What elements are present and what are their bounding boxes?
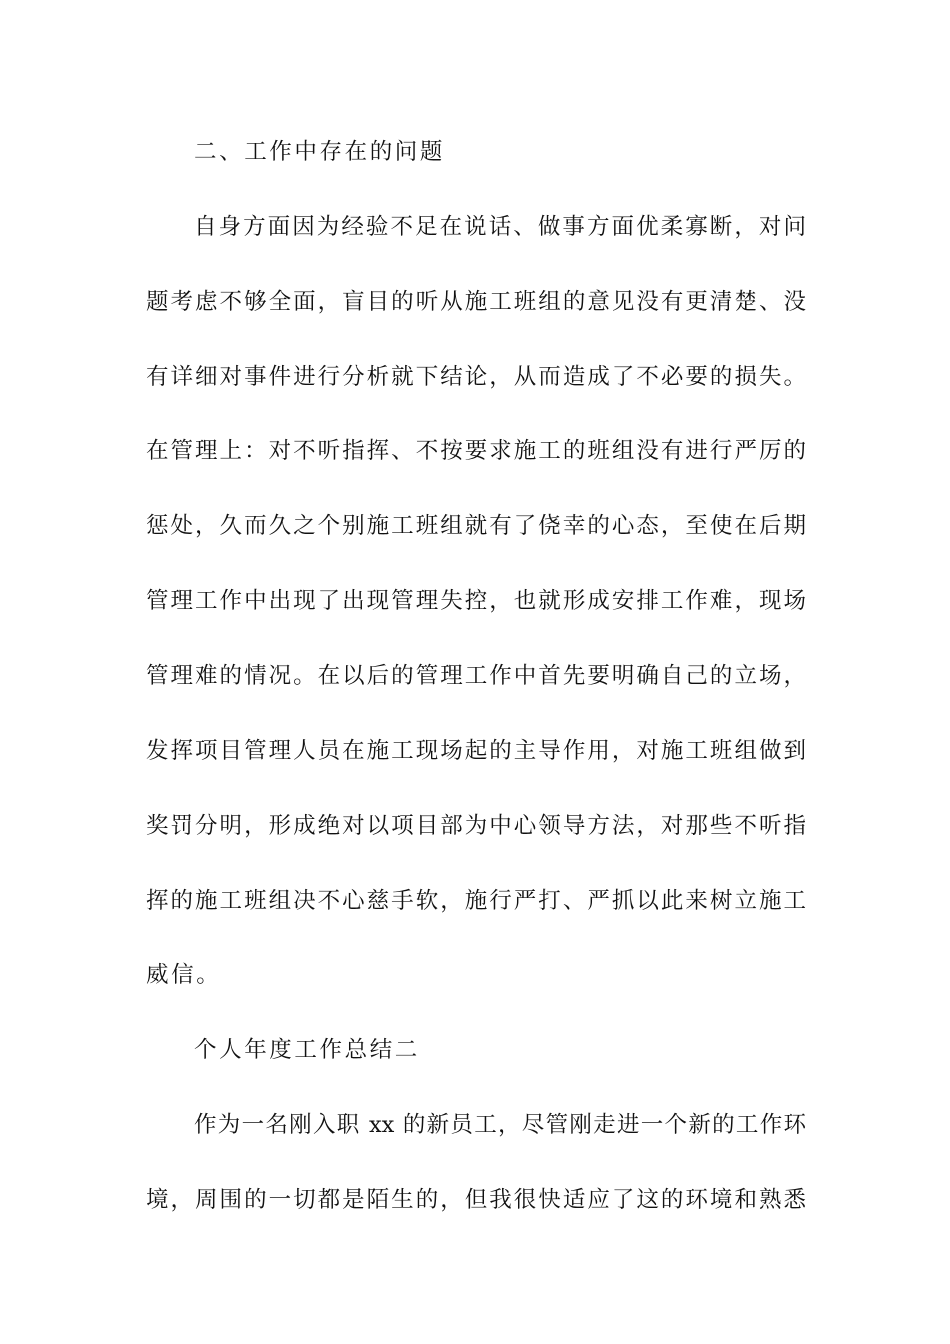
paragraph-line: 挥的施工班组决不心慈手软，施行严打、严抓以此来树立施工: [146, 888, 806, 914]
paragraph-line: 在管理上：对不听指挥、不按要求施工的班组没有进行严厉的: [146, 438, 806, 464]
paragraph-line: 管理难的情况。在以后的管理工作中首先要明确自己的立场，: [146, 663, 806, 689]
paragraph-line: 自身方面因为经验不足在说话、做事方面优柔寡断，对问: [194, 214, 806, 240]
paragraph-line: 威信。: [146, 962, 222, 988]
section-heading: 二、工作中存在的问题: [194, 139, 446, 165]
paragraph-line: 管理工作中出现了出现管理失控，也就形成安排工作难，现场: [146, 588, 806, 614]
paragraph-line: 境，周围的一切都是陌生的，但我很快适应了这的环境和熟悉: [146, 1187, 806, 1213]
paragraph-line: 题考虑不够全面，盲目的听从施工班组的意见没有更清楚、没: [146, 289, 806, 315]
paragraph-line: 发挥项目管理人员在施工现场起的主导作用，对施工班组做到: [146, 738, 806, 764]
paragraph-line: 有详细对事件进行分析就下结论，从而造成了不必要的损失。: [146, 364, 806, 390]
section-heading: 个人年度工作总结二: [194, 1037, 420, 1063]
paragraph-line: 作为一名刚入职 xx 的新员工，尽管刚走进一个新的工作环: [194, 1112, 806, 1138]
paragraph-line: 奖罚分明，形成绝对以项目部为中心领导方法，对那些不听指: [146, 813, 806, 839]
paragraph-line: 惩处，久而久之个别施工班组就有了侥幸的心态，至使在后期: [146, 513, 806, 539]
